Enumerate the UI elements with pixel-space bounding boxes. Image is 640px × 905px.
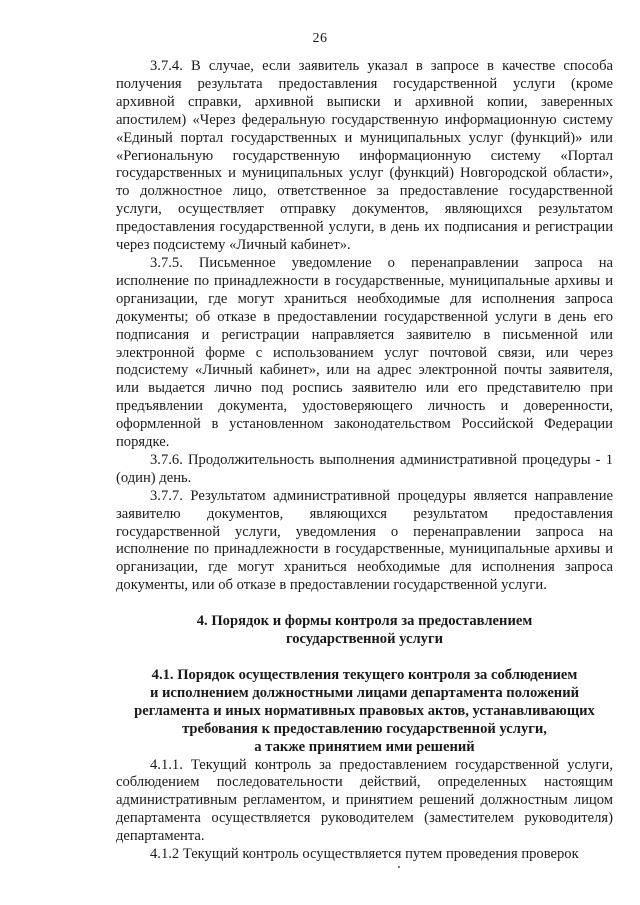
subsection-heading-4-1 <box>116 667 613 757</box>
paragraph-3-7-4: 3.7.4. В случае, если заявитель указал в запросе в качестве способа получения результата предоставления государственной услуги (кроме архивной справки, архивной выписки и архивной копии, заверенных апостилем) «Через федеральную государственную информационную систему «Единый портал государственных и муниципальных услуг (функций)» или «Региональную государственную информационную систему «Портал государственных и муниципальных услуг (функций) Новгородской области», то должностное лицо, ответственное за предоставление государственной услуги, осуществляет отправку документов, являющихся результатом предоставления государственной услуги, в день их подписания и регистрации через подсистему «Личный кабинет». <box>116 58 613 254</box>
section-heading-4-line: 4. Порядок и формы контроля за предоставлением <box>196 613 533 630</box>
section-heading-4-line: государственной услуги <box>285 631 444 648</box>
paragraph-4-1-2: 4.1.2 Текущий контроль осуществляется путем проведения проверок <box>150 846 579 863</box>
section-heading-4 <box>116 613 613 649</box>
subsection-heading-line: а также принятием ими решений <box>254 738 475 755</box>
document-body <box>116 58 613 864</box>
subsection-heading-line: регламента и иных нормативных правовых актов, устанавливающих <box>134 702 595 719</box>
paragraph-3-7-7: 3.7.7. Результатом административной процедуры является направление заявителю документов, являющихся результатом предоставления государственной услуги, уведомления о перенаправлении запроса на исполнение по принадлежности в государственные, муниципальные архивы и организации, где могут храниться необходимые для исполнения запроса документы, или об отказе в предоставлении государственной услуги. <box>116 487 613 594</box>
subsection-heading-line: и исполнением должностными лицами департамента положений <box>149 684 580 701</box>
subsection-heading-line: 4.1. Порядок осуществления текущего контроля за соблюдением <box>151 667 578 683</box>
scan-speck <box>398 866 400 868</box>
subsection-heading-line: требования к предоставлению государственной услуги, <box>182 720 547 737</box>
page-number: 26 <box>312 31 328 46</box>
paragraph-4-1-1: 4.1.1. Текущий контроль за предоставлением государственной услуги, соблюдением последовательности действий, определенных настоящим административным регламентом, и принятием решений должностным лицом департамента осуществляется руководителем (заместителем руководителя) департамента. <box>116 756 613 845</box>
paragraph-3-7-6: 3.7.6. Продолжительность выполнения административной процедуры - 1 (один) день. <box>116 451 613 486</box>
paragraph-3-7-5: 3.7.5. Письменное уведомление о перенаправлении запроса на исполнение по принадлежности в государственные, муниципальные архивы и организации, где могут храниться необходимые для исполнения запроса документы; об отказе в предоставлении государственной услуги в день его подписания и регистрации направляется заявителю в письменной или электронной форме с использованием услуг почтовой связи, или через подсистему «Личный кабинет», или на адрес электронной почты заявителя, или выдается лично под роспись заявителю или его представителю при предъявлении документа, удостоверяющего личность и доверенности, оформленной в установленном законодательством Российской Федерации порядке. <box>116 254 613 451</box>
